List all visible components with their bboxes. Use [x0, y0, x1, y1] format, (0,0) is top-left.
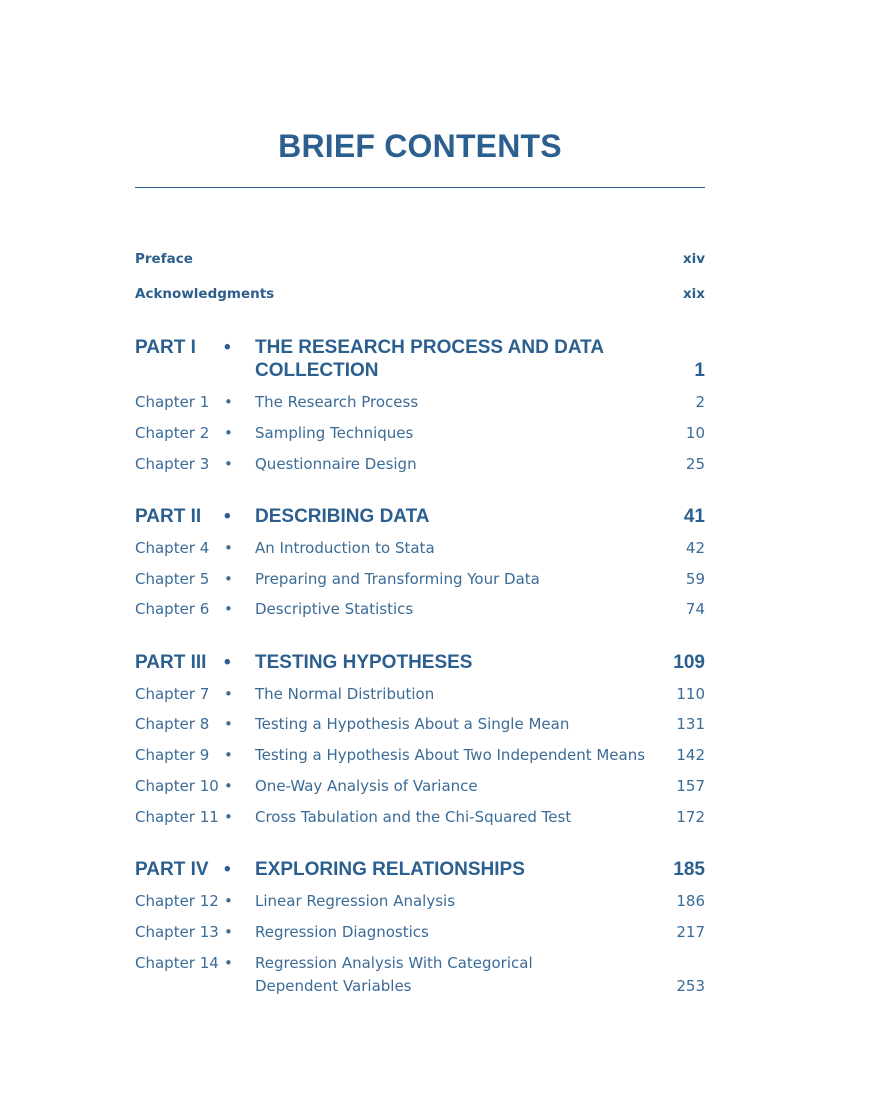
toc-entry-page: xiv [682, 251, 705, 267]
toc-chapter-3[interactable] [135, 453, 705, 476]
bullet-separator: • [224, 859, 231, 880]
chapter-label: Chapter 1 [135, 393, 210, 411]
bullet-separator: • [224, 506, 231, 527]
chapter-page: 25 [685, 455, 705, 473]
chapter-label: Chapter 10 [135, 777, 219, 795]
chapter-label: Chapter 11 [135, 808, 219, 826]
toc-chapter-8[interactable] [135, 713, 705, 736]
bullet-separator: • [224, 808, 233, 826]
chapter-label: Chapter 8 [135, 715, 210, 733]
chapter-title: The Normal Distribution [255, 685, 435, 703]
chapter-label: Chapter 12 [135, 892, 219, 910]
bullet-separator: • [224, 892, 233, 910]
bullet-separator: • [224, 954, 233, 972]
toc-entry-page: xix [682, 286, 705, 302]
chapter-title: Regression Diagnostics [255, 923, 429, 941]
toc-chapter-5[interactable] [135, 568, 705, 591]
toc-chapter-6[interactable] [135, 598, 705, 621]
part-title: TESTING HYPOTHESES [255, 652, 473, 673]
toc-chapter-2[interactable] [135, 422, 705, 445]
part-title: EXPLORING RELATIONSHIPS [255, 859, 525, 880]
chapter-label: Chapter 7 [135, 685, 210, 703]
bullet-separator: • [224, 455, 233, 473]
chapter-page: 59 [685, 570, 705, 588]
part-title: THE RESEARCH PROCESS AND DATA COLLECTION [255, 337, 605, 381]
toc-chapter-4[interactable] [135, 537, 705, 560]
toc-chapter-13[interactable] [135, 921, 705, 944]
bullet-separator: • [224, 746, 233, 764]
toc-chapter-7[interactable] [135, 683, 705, 706]
chapter-page: 157 [676, 777, 705, 795]
toc-part-4[interactable] [135, 858, 705, 881]
chapter-page: 131 [676, 715, 705, 733]
part-label: PART III [135, 652, 207, 673]
chapter-title: Cross Tabulation and the Chi-Squared Test [255, 808, 572, 826]
bullet-separator: • [224, 685, 233, 703]
title-divider [135, 187, 705, 188]
chapter-label: Chapter 13 [135, 923, 219, 941]
chapter-page: 253 [676, 977, 705, 995]
chapter-page: 42 [685, 539, 705, 557]
part-label: PART I [135, 337, 196, 358]
chapter-title: Sampling Techniques [255, 424, 414, 442]
part-page: 41 [683, 506, 705, 527]
toc-chapter-14[interactable] [135, 952, 705, 998]
chapter-page: 142 [676, 746, 705, 764]
chapter-title: Questionnaire Design [255, 455, 417, 473]
bullet-separator: • [224, 424, 233, 442]
chapter-label: Chapter 9 [135, 746, 210, 764]
chapter-page: 10 [685, 424, 705, 442]
bullet-separator: • [224, 777, 233, 795]
chapter-title: Linear Regression Analysis [255, 892, 456, 910]
chapter-title: Preparing and Transforming Your Data [255, 570, 540, 588]
chapter-page: 217 [676, 923, 705, 941]
chapter-title: The Research Process [255, 393, 419, 411]
chapter-title: Testing a Hypothesis About a Single Mean [255, 715, 570, 733]
toc-chapter-9[interactable] [135, 744, 705, 767]
chapter-label: Chapter 2 [135, 424, 210, 442]
chapter-title: Descriptive Statistics [255, 600, 414, 618]
toc-chapter-1[interactable] [135, 391, 705, 414]
bullet-separator: • [224, 715, 233, 733]
part-page: 185 [673, 859, 705, 880]
part-page: 109 [673, 652, 705, 673]
bullet-separator: • [224, 600, 233, 618]
bullet-separator: • [224, 539, 233, 557]
part-label: PART II [135, 506, 202, 527]
chapter-label: Chapter 6 [135, 600, 210, 618]
chapter-label: Chapter 3 [135, 455, 210, 473]
chapter-title: Regression Analysis With Categorical Dependent Variables [255, 954, 533, 995]
chapter-title: Testing a Hypothesis About Two Independent Means [255, 746, 646, 764]
toc-part-2[interactable] [135, 505, 705, 528]
chapter-page: 186 [676, 892, 705, 910]
toc-entry-preface[interactable] [135, 249, 705, 269]
bullet-separator: • [224, 652, 231, 673]
toc-chapter-11[interactable] [135, 806, 705, 829]
bullet-separator: • [224, 570, 233, 588]
page-title: BRIEF CONTENTS [278, 128, 562, 164]
toc-part-1[interactable] [135, 336, 705, 382]
chapter-page: 110 [676, 685, 705, 703]
toc-entry-acknowledgments[interactable] [135, 284, 705, 304]
bullet-separator: • [224, 393, 233, 411]
chapter-label: Chapter 5 [135, 570, 210, 588]
toc-entry-label: Acknowledgments [135, 286, 275, 302]
bullet-separator: • [224, 337, 231, 358]
chapter-page: 2 [695, 393, 705, 411]
toc-chapter-10[interactable] [135, 775, 705, 798]
bullet-separator: • [224, 923, 233, 941]
chapter-page: 172 [676, 808, 705, 826]
chapter-page: 74 [685, 600, 705, 618]
part-label: PART IV [135, 859, 209, 880]
chapter-label: Chapter 14 [135, 954, 219, 972]
toc-chapter-12[interactable] [135, 890, 705, 913]
toc-entry-label: Preface [135, 251, 193, 267]
toc-part-3[interactable] [135, 651, 705, 674]
part-page: 1 [694, 360, 705, 381]
chapter-label: Chapter 4 [135, 539, 210, 557]
part-title: DESCRIBING DATA [255, 506, 430, 527]
chapter-title: One-Way Analysis of Variance [255, 777, 478, 795]
chapter-title: An Introduction to Stata [255, 539, 435, 557]
